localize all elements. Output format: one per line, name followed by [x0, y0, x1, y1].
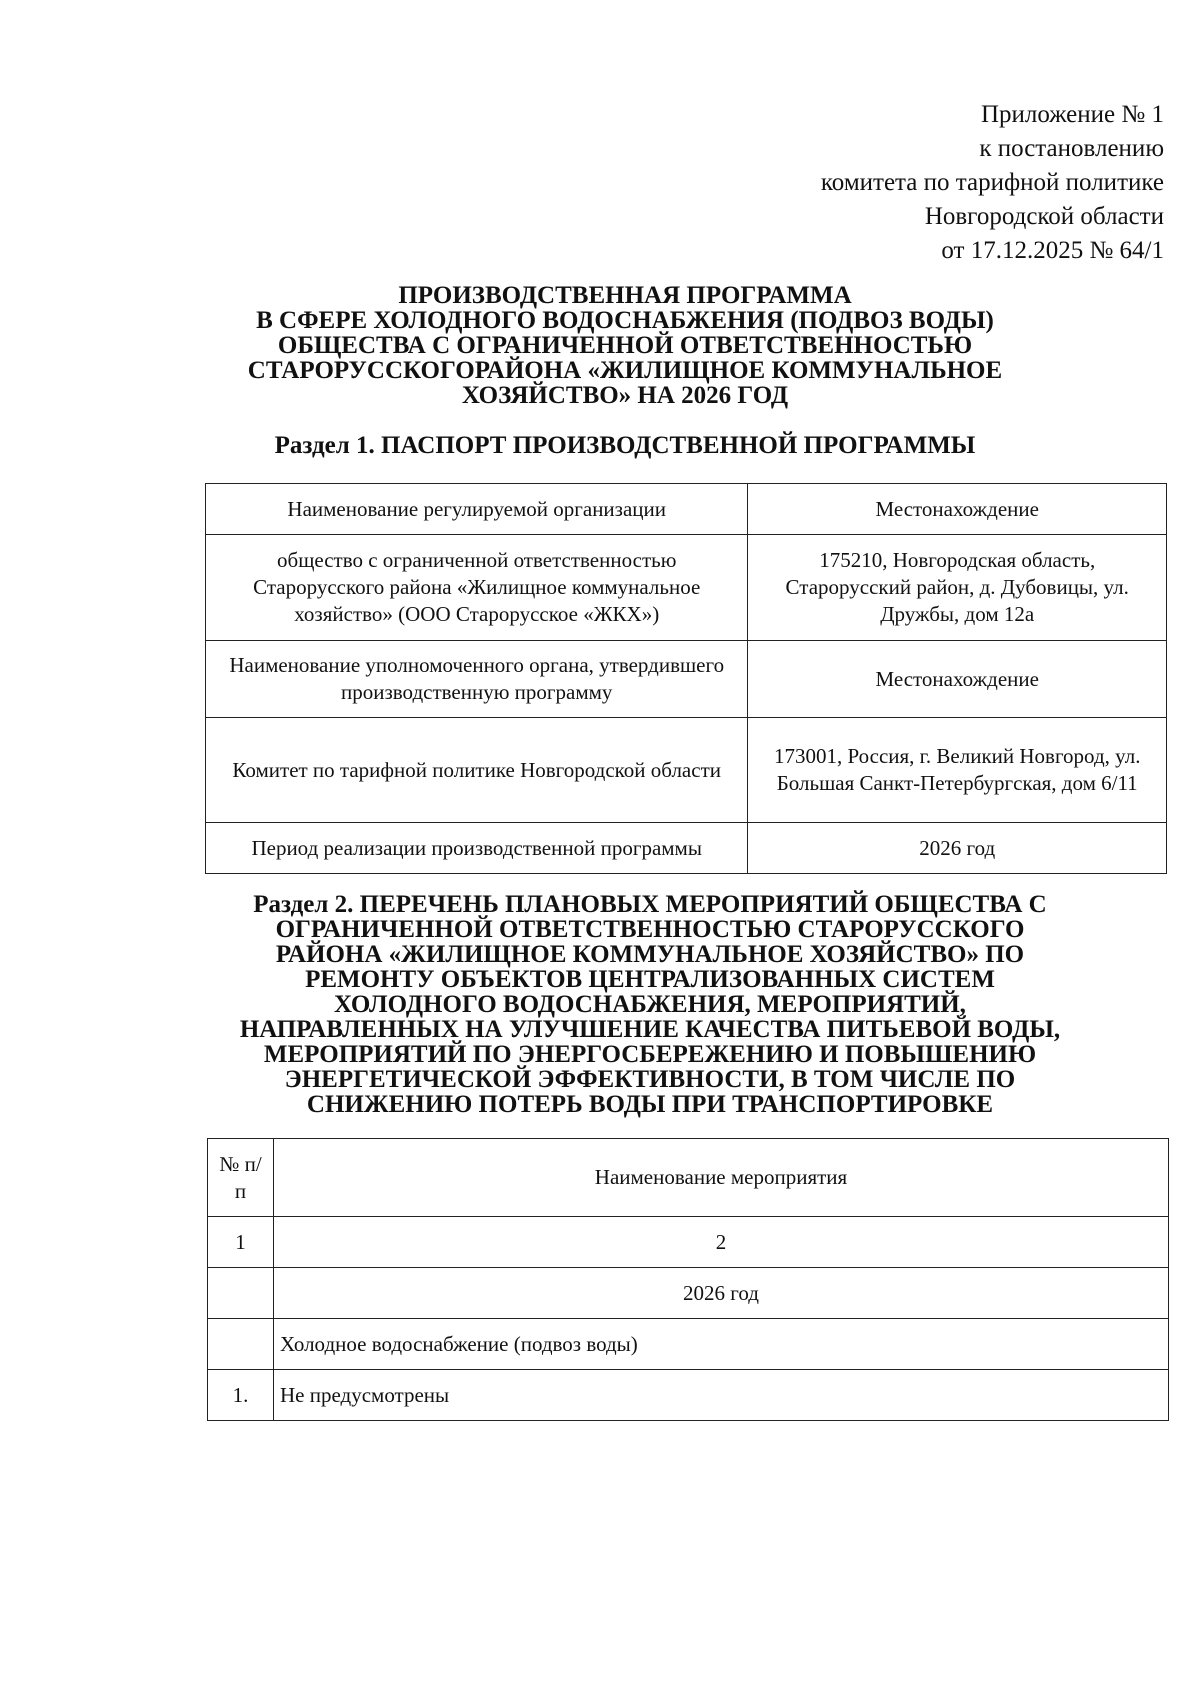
- table-cell: Наименование регулируемой организации: [206, 484, 748, 535]
- header-cell-name: Наименование мероприятия: [274, 1139, 1169, 1217]
- section1-heading: Раздел 1. ПАСПОРТ ПРОИЗВОДСТВЕННОЙ ПРОГРАММЫ: [274, 432, 976, 459]
- table-cell: Не предусмотрены: [274, 1370, 1169, 1421]
- passport-table: [205, 483, 1167, 874]
- appendix-line: Новгородской области: [924, 203, 1164, 230]
- appendix-line: к постановлению: [979, 135, 1164, 162]
- table-cell: 1.: [208, 1370, 274, 1421]
- title-line: ОБЩЕСТВА С ОГРАНИЧЕННОЙ ОТВЕТСТВЕННОСТЬЮ: [277, 332, 973, 359]
- table-row: [208, 1217, 1169, 1268]
- table-cell: Комитет по тарифной политике Новгородской области: [206, 718, 748, 823]
- table-row: [208, 1319, 1169, 1370]
- heading-line: РАЙОНА «ЖИЛИЩНОЕ КОММУНАЛЬНОЕ ХОЗЯЙСТВО» ПО: [275, 941, 1025, 968]
- table-row: [206, 484, 1167, 535]
- table-cell: Холодное водоснабжение (подвоз воды): [274, 1319, 1169, 1370]
- table-cell: Период реализации производственной программы: [206, 823, 748, 874]
- title-line: ПРОИЗВОДСТВЕННАЯ ПРОГРАММА: [398, 282, 852, 309]
- heading-line: СНИЖЕНИЮ ПОТЕРЬ ВОДЫ ПРИ ТРАНСПОРТИРОВКЕ: [306, 1091, 994, 1118]
- header-cell-number: № п/п: [208, 1139, 274, 1217]
- heading-line: МЕРОПРИЯТИЙ ПО ЭНЕРГОСБЕРЕЖЕНИЮ И ПОВЫШЕНИЮ: [263, 1041, 1037, 1068]
- table-cell: 2026 год: [274, 1268, 1169, 1319]
- table-cell: [208, 1268, 274, 1319]
- table-cell: Местонахождение: [748, 484, 1167, 535]
- heading-line: НАПРАВЛЕННЫХ НА УЛУЧШЕНИЕ КАЧЕСТВА ПИТЬЕВОЙ ВОДЫ,: [239, 1016, 1061, 1043]
- document-title: [150, 283, 1100, 408]
- heading-line: Раздел 2. ПЕРЕЧЕНЬ ПЛАНОВЫХ МЕРОПРИЯТИЙ ОБЩЕСТВА С: [253, 891, 1047, 918]
- table-cell: Местонахождение: [748, 641, 1167, 718]
- table-cell: Наименование уполномоченного органа, утвердившего производственную программу: [206, 641, 748, 718]
- table-row: [208, 1370, 1169, 1421]
- table-row: [206, 641, 1167, 718]
- table-header-row: [208, 1139, 1169, 1217]
- table-row: [206, 823, 1167, 874]
- heading-line: ХОЛОДНОГО ВОДОСНАБЖЕНИЯ, МЕРОПРИЯТИЙ,: [334, 991, 966, 1018]
- table-row: [208, 1268, 1169, 1319]
- table-cell: 1: [208, 1217, 274, 1268]
- table-row: [206, 718, 1167, 823]
- heading-line: ЭНЕРГЕТИЧЕСКОЙ ЭФФЕКТИВНОСТИ, В ТОМ ЧИСЛЕ ПО: [284, 1066, 1016, 1093]
- table-cell: 173001, Россия, г. Великий Новгород, ул. Большая Санкт-Петербургская, дом 6/11: [748, 718, 1167, 823]
- heading-line: ОГРАНИЧЕННОЙ ОТВЕТСТВЕННОСТЬЮ СТАРОРУССКОГО: [275, 916, 1025, 943]
- appendix-line: комитета по тарифной политике: [820, 169, 1164, 196]
- title-line: В СФЕРЕ ХОЛОДНОГО ВОДОСНАБЖЕНИЯ (ПОДВОЗ ВОДЫ): [256, 307, 994, 334]
- table-row: [206, 535, 1167, 641]
- table-cell: 175210, Новгородская область, Старорусский район, д. Дубовицы, ул. Дружбы, дом 12а: [748, 535, 1167, 641]
- appendix-line: Приложение № 1: [980, 101, 1164, 128]
- appendix-block: [821, 98, 1164, 268]
- table-cell: [208, 1319, 274, 1370]
- measures-table: [207, 1138, 1169, 1421]
- appendix-date-line: от 17.12.2025 № 64/1: [941, 237, 1164, 264]
- table-cell: 2: [274, 1217, 1169, 1268]
- title-line: СТАРОРУССКОГОРАЙОНА «ЖИЛИЩНОЕ КОММУНАЛЬНОЕ: [247, 357, 1003, 384]
- heading-line: РЕМОНТУ ОБЪЕКТОВ ЦЕНТРАЛИЗОВАННЫХ СИСТЕМ: [305, 966, 995, 993]
- section2-heading: [150, 892, 1150, 1117]
- title-line: ХОЗЯЙСТВО» НА 2026 ГОД: [461, 382, 789, 409]
- table-cell: 2026 год: [748, 823, 1167, 874]
- table-cell: общество с ограниченной ответственностью Старорусского района «Жилищное коммунальное хозяйство» (ООО Старорусское «ЖКХ»): [206, 535, 748, 641]
